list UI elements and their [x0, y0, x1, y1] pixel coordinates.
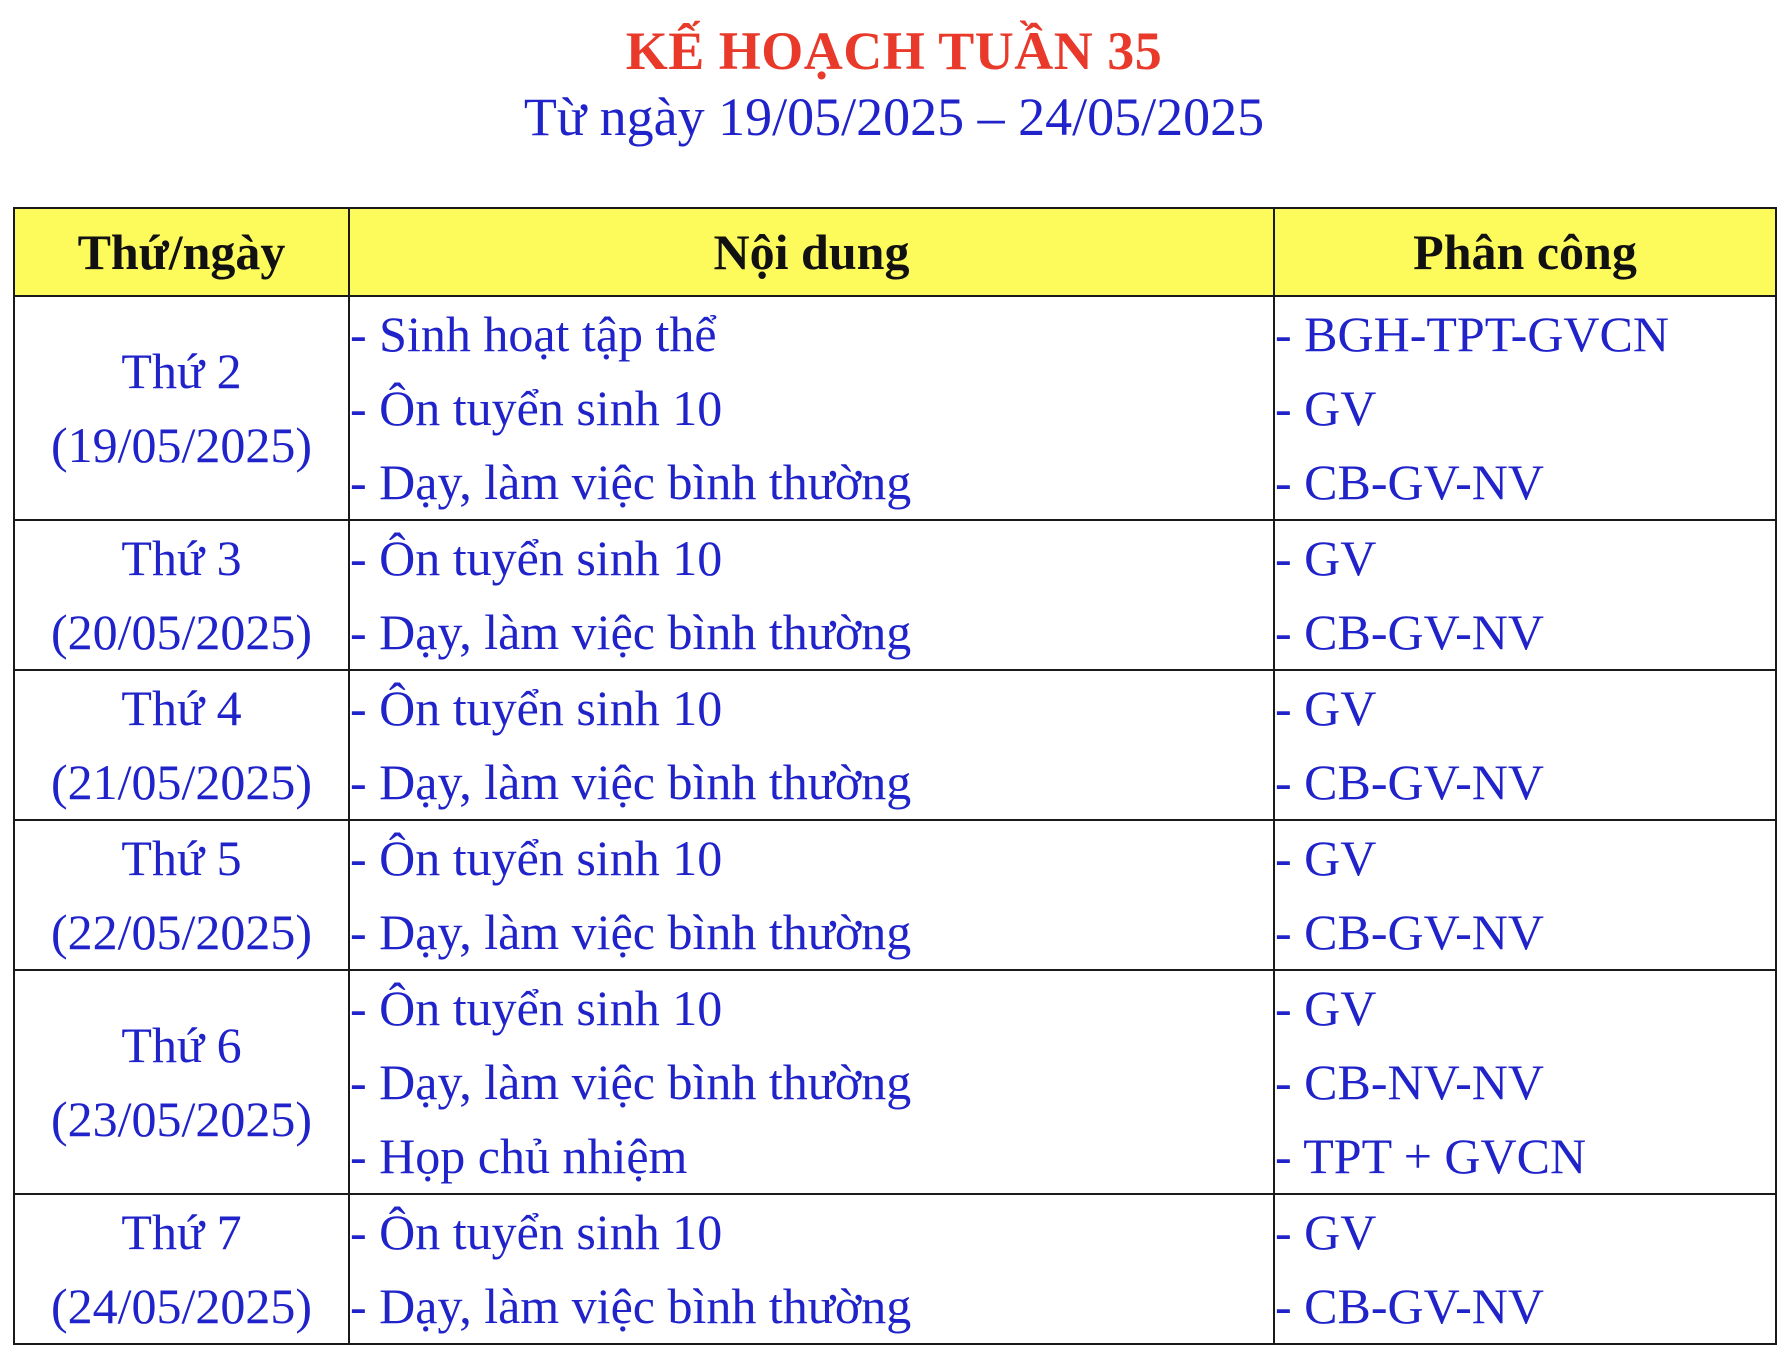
content-cell	[349, 1194, 1274, 1344]
assignment-item: - CB-GV-NV	[1275, 1278, 1544, 1334]
assignment-item: - TPT + GVCN	[1275, 1128, 1587, 1184]
assignment-item: - GV	[1275, 830, 1377, 886]
day-cell	[14, 670, 349, 820]
assignment-item: - BGH-TPT-GVCN	[1275, 306, 1669, 362]
column-header-content: Nội dung	[349, 208, 1274, 296]
assignment-item: - CB-GV-NV	[1275, 754, 1544, 810]
day-date: (20/05/2025)	[50, 604, 313, 660]
content-item: - Dạy, làm việc bình thường	[350, 754, 912, 810]
content-item: - Sinh hoạt tập thể	[350, 306, 717, 362]
day-date: (23/05/2025)	[50, 1091, 313, 1147]
day-cell	[14, 520, 349, 670]
assignment-item: - CB-GV-NV	[1275, 604, 1544, 660]
content-cell	[349, 670, 1274, 820]
content-cell	[349, 820, 1274, 970]
day-cell	[14, 1194, 349, 1344]
table-row	[14, 970, 1776, 1194]
assignment-item: - CB-GV-NV	[1275, 904, 1544, 960]
content-item: - Ôn tuyển sinh 10	[350, 380, 723, 436]
assignment-cell	[1274, 820, 1776, 970]
content-cell	[349, 970, 1274, 1194]
assignment-cell	[1274, 670, 1776, 820]
content-item: - Ôn tuyển sinh 10	[350, 830, 723, 886]
table-row	[14, 1194, 1776, 1344]
assignment-item: - GV	[1275, 530, 1377, 586]
assignment-item: - CB-GV-NV	[1275, 454, 1544, 510]
content-item: - Dạy, làm việc bình thường	[350, 604, 912, 660]
content-cell	[349, 296, 1274, 520]
content-cell	[349, 520, 1274, 670]
column-header-assignment: Phân công	[1274, 208, 1776, 296]
day-name: Thứ 3	[121, 530, 242, 586]
table-header-row	[14, 208, 1776, 296]
assignment-cell	[1274, 520, 1776, 670]
content-item: - Dạy, làm việc bình thường	[350, 904, 912, 960]
column-header-day: Thứ/ngày	[14, 208, 349, 296]
day-name: Thứ 2	[121, 343, 242, 399]
table-row	[14, 670, 1776, 820]
content-item: - Ôn tuyển sinh 10	[350, 1204, 723, 1260]
day-date: (19/05/2025)	[50, 417, 313, 473]
day-date: (21/05/2025)	[50, 754, 313, 810]
day-name: Thứ 6	[121, 1017, 242, 1073]
assignment-item: - CB-NV-NV	[1275, 1054, 1544, 1110]
content-item: - Dạy, làm việc bình thường	[350, 454, 912, 510]
content-item: - Ôn tuyển sinh 10	[350, 980, 723, 1036]
document-header	[0, 18, 1788, 150]
weekly-plan-table	[13, 207, 1777, 1345]
day-cell	[14, 820, 349, 970]
day-name: Thứ 4	[121, 680, 242, 736]
assignment-item: - GV	[1275, 680, 1377, 736]
content-item: - Ôn tuyển sinh 10	[350, 530, 723, 586]
assignment-cell	[1274, 296, 1776, 520]
day-name: Thứ 5	[121, 830, 242, 886]
assignment-item: - GV	[1275, 980, 1377, 1036]
assignment-cell	[1274, 970, 1776, 1194]
day-name: Thứ 7	[121, 1204, 242, 1260]
assignment-item: - GV	[1275, 1204, 1377, 1260]
table-row	[14, 296, 1776, 520]
page-title: KẾ HOẠCH TUẦN 35	[625, 21, 1163, 81]
date-range-subtitle: Từ ngày 19/05/2025 – 24/05/2025	[523, 87, 1265, 147]
day-cell	[14, 970, 349, 1194]
content-item: - Ôn tuyển sinh 10	[350, 680, 723, 736]
assignment-cell	[1274, 1194, 1776, 1344]
content-item: - Họp chủ nhiệm	[350, 1128, 688, 1184]
assignment-item: - GV	[1275, 380, 1377, 436]
day-date: (22/05/2025)	[50, 904, 313, 960]
day-cell	[14, 296, 349, 520]
content-item: - Dạy, làm việc bình thường	[350, 1054, 912, 1110]
content-item: - Dạy, làm việc bình thường	[350, 1278, 912, 1334]
table-row	[14, 820, 1776, 970]
day-date: (24/05/2025)	[50, 1278, 313, 1334]
table-row	[14, 520, 1776, 670]
